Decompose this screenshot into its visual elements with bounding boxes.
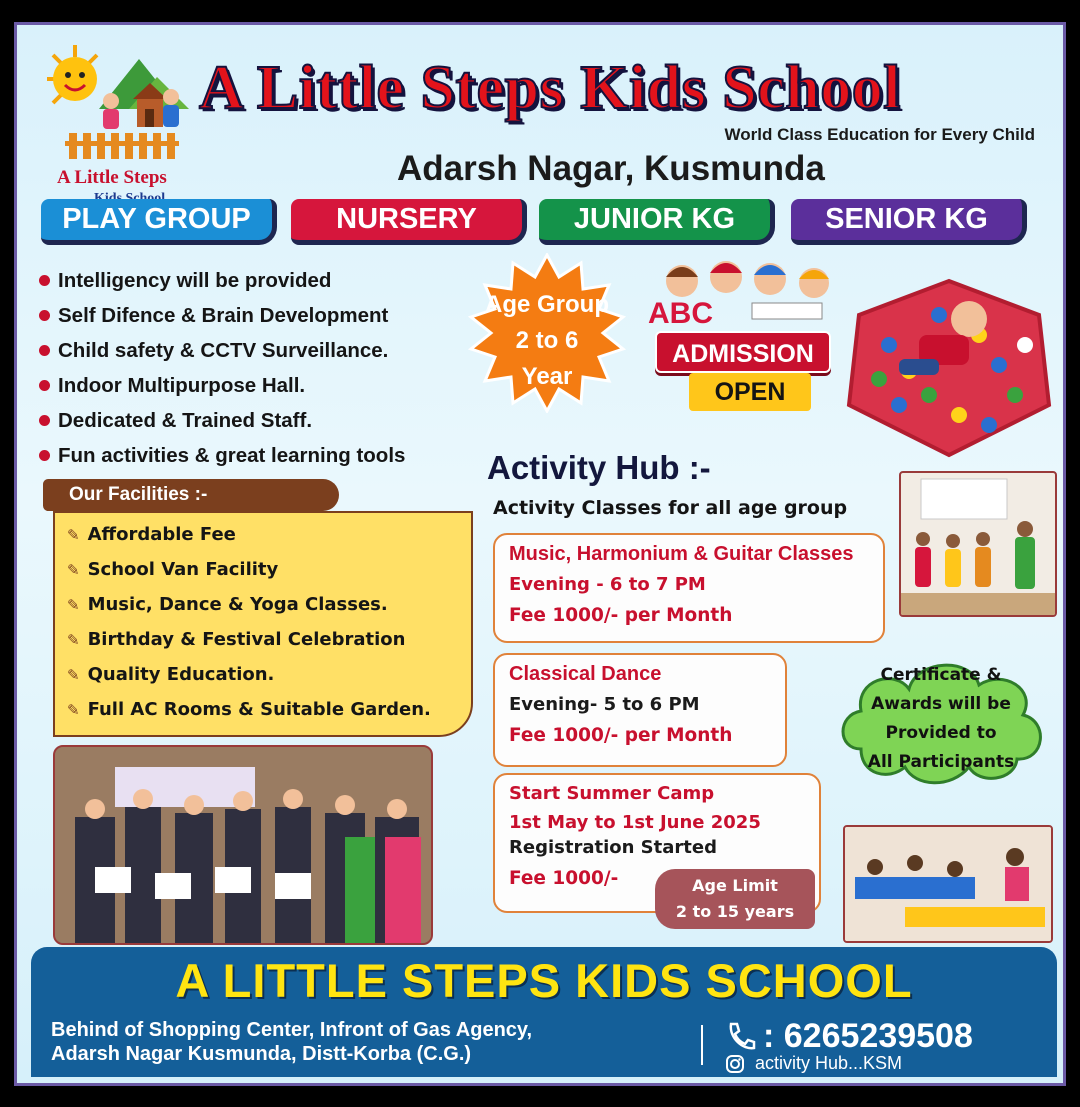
location: Adarsh Nagar, Kusmunda [397,149,825,188]
dance-class-fee: Fee 1000/- per Month [509,725,733,746]
age-group-unit: Year [521,363,573,390]
admission-open-badge: OPEN [689,373,811,411]
footer-school-name: A LITTLE STEPS KIDS SCHOOL [175,954,913,1007]
address-line-1: Behind of Shopping Center, Infront of Gas Agency, [51,1019,533,1041]
classroom-photo [843,825,1053,943]
logo-name: A Little Steps [57,167,167,188]
list-item: Intelligency will be provided [39,263,405,298]
class-nursery: NURSERY [291,199,527,245]
facilities-list [53,511,473,737]
pencil-icon: ✎ [67,700,80,719]
facilities-heading: Our Facilities :- [43,479,339,511]
top-black-bar [0,0,1080,14]
phone-number: : 6265239508 [763,1017,973,1055]
list-item: ✎ Music, Dance & Yoga Classes. [67,594,388,615]
list-item: ✎ Quality Education. [67,664,275,685]
class-senior-kg: SENIOR KG [791,199,1027,245]
bullet-icon [39,275,50,286]
dance-performance-photo [899,471,1057,617]
summer-camp-title: Start Summer Camp [509,783,715,804]
school-logo [39,39,199,209]
footer-contact [31,947,1057,1077]
bottom-black-bar [0,1092,1080,1107]
pencil-icon: ✎ [67,665,80,684]
list-item: ✎ Affordable Fee [67,524,236,545]
ball-pit-photo [839,275,1059,461]
music-class-time: Evening - 6 to 7 PM [509,574,706,595]
pencil-icon: ✎ [67,630,80,649]
pencil-icon: ✎ [67,560,80,579]
list-item: Self Difence & Brain Development [39,298,405,333]
pencil-icon: ✎ [67,595,80,614]
dance-class-time: Evening- 5 to 6 PM [509,694,700,715]
abc-letters: ABC [648,297,713,330]
list-item: ✎ Birthday & Festival Celebration [67,629,406,650]
kids-illustration [642,253,842,333]
address-line-2: Adarsh Nagar Kusmunda, Distt-Korba (C.G.) [51,1043,472,1065]
music-class-card [493,533,885,643]
list-item: Indoor Multipurpose Hall. [39,368,405,403]
list-item: Child safety & CCTV Surveillance. [39,333,405,368]
age-group-range: 2 to 6 [515,327,579,354]
instagram-icon [725,1054,745,1074]
group-photo [53,745,433,945]
logo-illustration [39,39,199,169]
instagram-handle [725,1053,902,1074]
phone-icon [723,1020,757,1054]
music-class-title: Music, Harmonium & Guitar Classes [509,543,854,565]
dance-class-title: Classical Dance [509,663,662,685]
bullet-icon [39,415,50,426]
footer-divider [701,1025,703,1065]
dance-class-card [493,653,787,767]
admission-banner: ADMISSION [655,331,831,373]
list-item: Dedicated & Trained Staff. [39,403,405,438]
age-limit-range: 2 to 15 years [675,902,795,921]
list-item: ✎ Full AC Rooms & Suitable Garden. [67,699,431,720]
bullet-icon [39,380,50,391]
age-limit-badge [655,869,815,929]
activity-hub-subtitle: Activity Classes for all age group [493,497,848,519]
pencil-icon: ✎ [67,525,80,544]
summer-camp-registration: Registration Started [509,837,717,858]
feature-list [39,263,405,473]
music-class-fee: Fee 1000/- per Month [509,605,733,626]
class-play-group: PLAY GROUP [41,199,277,245]
instagram-name: activity Hub...KSM [755,1053,903,1073]
bullet-icon [39,345,50,356]
list-item: ✎ School Van Facility [67,559,279,580]
age-limit-label: Age Limit [692,876,778,895]
bullet-icon [39,450,50,461]
certificate-text: Certificate & Awards will be Provided to All Participants [867,665,1015,772]
school-title: A Little Steps Kids School [199,54,901,122]
phone-contact [723,1017,973,1056]
activity-hub-title: Activity Hub :- [487,449,711,486]
summer-camp-fee: Fee 1000/- [509,868,619,889]
bullet-icon [39,310,50,321]
summer-camp-dates: 1st May to 1st June 2025 [509,812,761,833]
school-poster [14,22,1066,1086]
tagline: World Class Education for Every Child [724,125,1035,144]
age-group-label: Age Group [485,291,609,318]
class-junior-kg: JUNIOR KG [539,199,775,245]
list-item: Fun activities & great learning tools [39,438,405,473]
age-group-text [467,287,627,395]
